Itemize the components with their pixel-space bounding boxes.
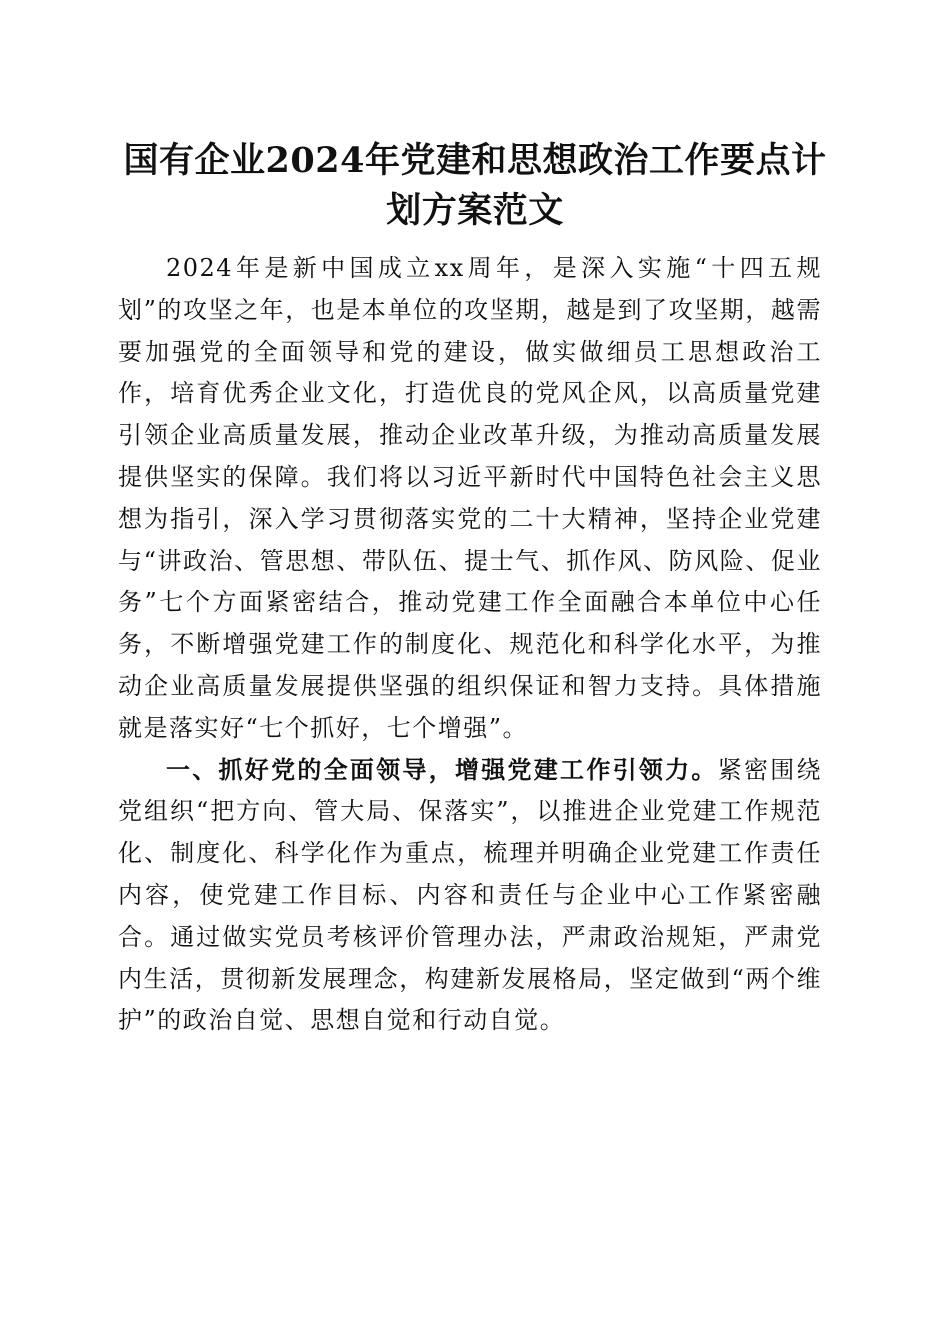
paragraph-section-1 xyxy=(118,750,822,1043)
document-title: 国有企业2024年党建和思想政治工作要点计划方案范文 xyxy=(123,140,827,231)
paragraph-intro xyxy=(118,248,822,750)
section-1-heading: 一、抓好党的全面领导，增强党建工作引领力。 xyxy=(166,755,718,784)
document-body xyxy=(118,248,822,1042)
section-1-text: 紧密围绕党组织“把方向、管大局、保落实”，以推进企业党建工作规范化、制度化、科学化作为重点，梳理并明确企业党建工作责任内容，使党建工作目标、内容和责任与企业中心工作紧密融合。通过做实党员考核评价管理办法，严肃政治规矩，严肃党内生活，贯彻新发展理念，构建新发展格局，坚定做到“两个维护”的政治自觉、思想自觉和行动自觉。 xyxy=(118,755,822,1035)
paragraph-intro-text: 2024年是新中国成立xx周年，是深入实施“十四五规划”的攻坚之年，也是本单位的攻坚期，越是到了攻坚期，越需要加强党的全面领导和党的建设，做实做细员工思想政治工作，培育优秀企业文化，打造优良的党风企风，以高质量党建引领企业高质量发展，推动企业改革升级，为推动高质量发展提供坚实的保障。我们将以习近平新时代中国特色社会主义思想为指引，深入学习贯彻落实党的二十大精神，坚持企业党建与“讲政治、管思想、带队伍、提士气、抓作风、防风险、促业务”七个方面紧密结合，推动党建工作全面融合本单位中心任务，不断增强党建工作的制度化、规范化和科学化水平，为推动企业高质量发展提供坚强的组织保证和智力支持。具体措施就是落实好“七个抓好，七个增强”。 xyxy=(118,254,822,742)
